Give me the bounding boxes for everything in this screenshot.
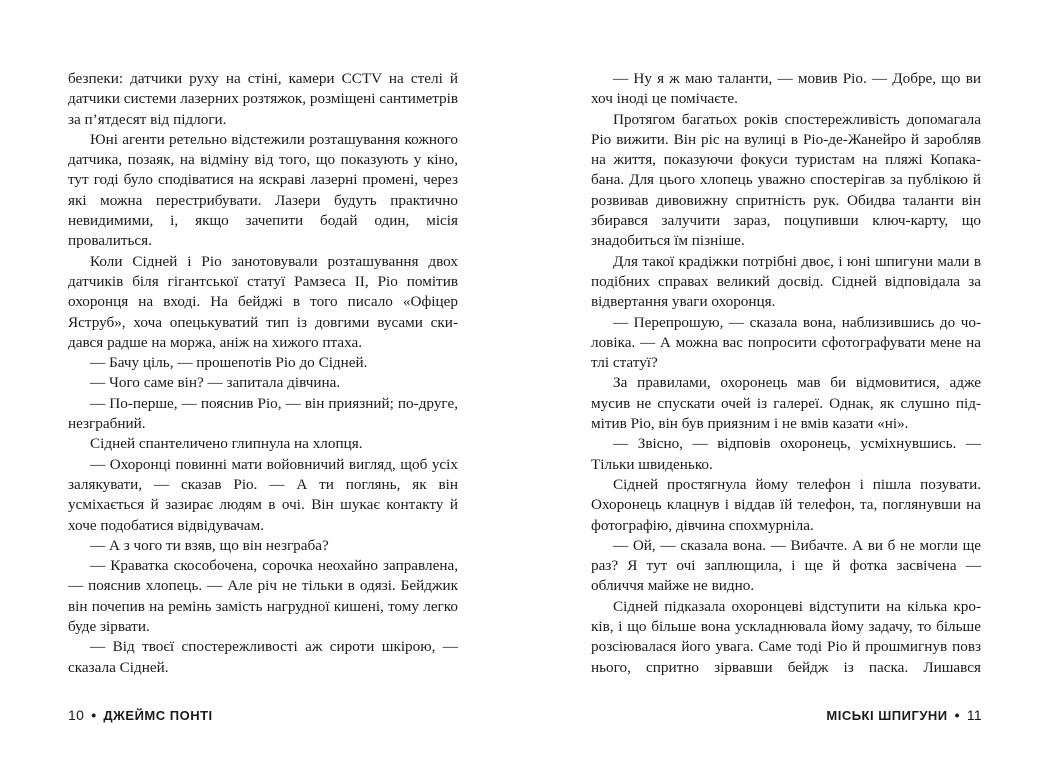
paragraph: Сідней підказала охоронцеві відступити на кілька кроків, і що більше вона ускладнювала йому задачу, то більше розсіювалася його увага. Саме тоді Ріо й прошмигнув повз нього, спритно зірвавши бейдж із паска. Лишався	[591, 597, 981, 676]
paragraph: За правилами, охоронець мав би відмовитися, адже мусив не спускати очей із галереї. Однак, як слушно підмітив Ріо, він був приязним і не вмів казати «ні».	[591, 374, 981, 433]
running-title-book: МІСЬКІ ШПИГУНИ	[826, 708, 948, 723]
paragraph: — Перепрошую, — сказала вона, наблизившись до чоловіка. — А можна вас попросити сфотографувати мене на тлі статуї?	[591, 313, 981, 372]
paragraph: — Ну я ж маю таланти, — мовив Ріо. — Добре, що ви хоч іноді це помічаєте.	[591, 70, 981, 108]
paragraph: — Ой, — сказала вона. — Вибачте. А ви б не могли ще раз? Я тут очі заплющила, і ще й фотка засвічена — обличчя майже не видно.	[591, 536, 981, 595]
paragraph: — Чого саме він? — запитала дівчина.	[90, 374, 341, 392]
paragraph: Для такої крадіжки потрібні двоє, і юні шпигуни мали в подібних справах великий досвід. Сідней відповідала за відвертання уваги охоронця.	[591, 252, 981, 311]
paragraph: Коли Сідней і Ріо занотовували розташування двох датчиків біля гігантської статуї Рамзеса II, Ріо помітив охоронця на вході. На бейджі в того писало «Офіцер Яструб», хоча опецькуватий тип із довгими вусами скидався радше на моржа, аніж на хижого птаха.	[68, 252, 458, 351]
paragraph: Сідней простягнула йому телефон і пішла позувати. Охоронець клацнув і віддав їй телефон, та, поглянувши на фотографію, дівчина спохмурніла.	[591, 475, 981, 534]
left-page	[68, 69, 458, 678]
page-number: 10	[68, 707, 85, 723]
right-page	[591, 69, 981, 678]
paragraph: — По-перше, — пояснив Ріо, — він приязний; по-друге, незграбний.	[68, 394, 458, 433]
paragraph: — Від твоєї спостережливості аж сироти шкірою, — сказала Сідней.	[68, 638, 458, 676]
paragraph: — Бачу ціль, — прошепотів Ріо до Сідней.	[90, 354, 368, 372]
paragraph: — Звісно, — відповів охоронець, усміхнувшись. — Тільки швиденько.	[591, 435, 981, 473]
paragraph: Сідней спантеличено глипнула на хлопця.	[90, 435, 363, 453]
paragraph: — Охоронці повинні мати войовничий вигляд, щоб усіх залякувати, — сказав Ріо. — А ти поглянь, як він усміхається й зазирає людям в очі. Він шукає контакту й хоче подобатися відвідувачам.	[68, 455, 458, 534]
bullet-separator: •	[954, 707, 960, 723]
paragraph: — А з чого ти взяв, що він незграба?	[90, 536, 329, 554]
paragraph: Протягом багатьох років спостережливість допомагала Ріо вижити. Він ріс на вулиці в Ріо-де-Жанейро й заробляв на життя, показуючи фокуси туристам на пляжі Копакабана. Для цього хлопець уважно спостерігав за публікою й розвивав дивовижну спритність рук. Обидва таланти він збирався залучити зараз, поцупивши ключ-карту, що знадобиться їм пізніше.	[591, 110, 981, 250]
bullet-separator: •	[91, 707, 97, 723]
paragraph: — Краватка скособочена, сорочка неохайно заправлена, — пояснив хлопець. — Але річ не тільки в одязі. Бейджик він почепив на ремінь замість нагрудної кишені, тому легко буде зірвати.	[68, 557, 458, 636]
paragraph: безпеки: датчики руху на стіні, камери CCTV на стелі й датчики системи лазерних розтяжок, розміщені сантиметрів за п’ятдесят від підлоги.	[68, 70, 458, 128]
left-page-footer	[68, 707, 213, 723]
paragraph: Юні агенти ретельно відстежили розташування кожного датчика, позаяк, на відміну від того, що показують у кіно, тут годі було сподіватися на яскраві лазерні промені, через які можна перестрибувати. Лазери будуть практично невидимими, і, якщо зачепити бодай один, місія провалиться.	[68, 130, 458, 250]
page-number: 11	[966, 707, 982, 723]
right-page-footer	[826, 707, 982, 723]
running-title-author: ДЖЕЙМС ПОНТІ	[103, 708, 213, 723]
